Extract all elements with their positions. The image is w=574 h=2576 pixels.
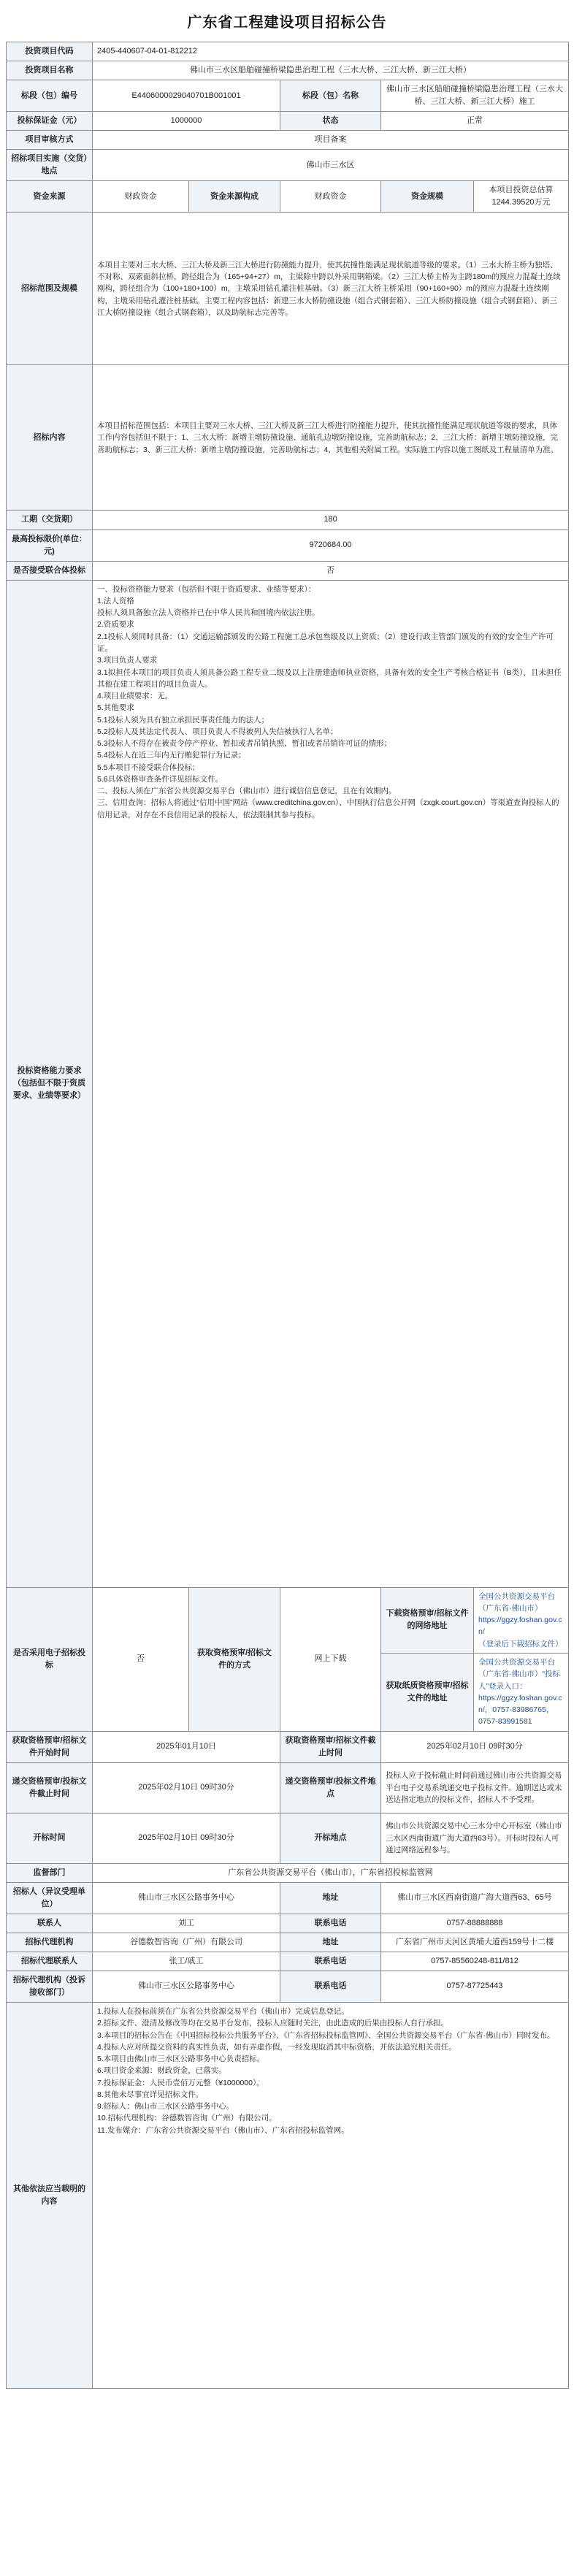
label-get-end: 获取资格预审/招标文件截止时间	[280, 1731, 381, 1762]
row-fund	[7, 181, 569, 213]
row-open	[7, 1813, 569, 1863]
row-section-no	[7, 80, 569, 112]
row-agency	[7, 1933, 569, 1952]
label-section-name: 标段（包）名称	[280, 80, 381, 112]
label-e-bid: 是否采用电子招标投标	[7, 1587, 93, 1731]
value-section-no: E4406000029040701B001001	[93, 80, 280, 112]
page-title: 广东省工程建设项目招标公告	[187, 15, 387, 31]
value-fund-scale: 本项目投资总估算1244.39520万元	[474, 181, 569, 213]
label-section-no: 标段（包）编号	[7, 80, 93, 112]
row-duration	[7, 511, 569, 530]
value-get-end: 2025年02月10日 09时30分	[381, 1731, 569, 1762]
value-project-name: 佛山市三水区船舶碰撞桥梁隐患治理工程（三水大桥、三江大桥、新三江大桥）	[93, 61, 569, 80]
row-location	[7, 150, 569, 181]
value-joint-bid: 否	[93, 561, 569, 580]
label-deposit: 投标保证金（元）	[7, 112, 93, 131]
value-agency-unit: 佛山市三水区公路事务中心	[93, 1971, 280, 2002]
row-bid-scope	[7, 213, 569, 365]
value-contact: 刘工	[93, 1914, 280, 1933]
value-e-bid: 否	[93, 1587, 189, 1731]
value-supervisor: 广东省公共资源交易平台（佛山市），广东省招投标监管网	[93, 1863, 569, 1882]
label-fund-source: 资金来源	[7, 181, 93, 213]
row-submit	[7, 1762, 569, 1813]
label-status: 状态	[280, 112, 381, 131]
value-get-start: 2025年01月10日	[93, 1731, 280, 1762]
label-agency-addr: 地址	[280, 1933, 381, 1952]
value-agency-contact: 张工/戚工	[93, 1952, 280, 1971]
label-open-place: 开标地点	[280, 1813, 381, 1863]
label-agency-unit-phone: 联系电话	[280, 1971, 381, 2002]
value-bid-scope: 本项目主要对三水大桥、三江大桥及新三江大桥进行防撞能力提升，使其抗撞性能满足现状航道等级的要求。（1）三水大桥主桥为独塔、不对称、双索面斜拉桥，跨径组合为（165+94+27）m，主梁除中跨以外采用钢箱梁。（2）三江大桥主桥为主跨180m的预应力混凝土连续刚构，跨径组合为（100+180+100）m，主墩采用钻孔灌注桩基础。（3）新三江大桥主桥采用（90+160+90）m的预应力混凝土连续刚构，主墩采用钻孔灌注桩基础。主要工程内容包括：新建三水大桥防撞设施（组合式钢套箱）、三江大桥防撞设施（组合式钢套箱）、新三江大桥防撞设施（组合式钢套箱），以及助航标志完善等。	[93, 213, 569, 365]
label-agency-contact: 招标代理联系人	[7, 1952, 93, 1971]
value-agency-addr: 广东省广州市天河区黄埔大道西159号十二楼	[381, 1933, 569, 1952]
row-agency-unit	[7, 1971, 569, 2002]
row-qualification	[7, 580, 569, 1587]
label-agency-unit: 招标代理机构（投诉接收部门）	[7, 1971, 93, 2002]
label-approval-method: 项目审核方式	[7, 131, 93, 150]
value-download-pass-link[interactable]: 全国公共资源交易平台（广东省·佛山市）“投标人”登录入口：https://ggzy.foshan.gov.cn/，0757-83986765，0757-83991581	[474, 1653, 569, 1731]
label-agency: 招标代理机构	[7, 1933, 93, 1952]
label-get-start: 获取资格预审/招标文件开始时间	[7, 1731, 93, 1762]
row-supervisor	[7, 1863, 569, 1882]
label-contact: 联系人	[7, 1914, 93, 1933]
row-joint-bid	[7, 561, 569, 580]
row-other	[7, 2003, 569, 2389]
label-submit-end: 递交资格预审/投标文件截止时间	[7, 1762, 93, 1813]
notice-page	[6, 0, 568, 2389]
label-duration: 工期（交货期）	[7, 511, 93, 530]
row-project-name	[7, 61, 569, 80]
value-bid-content: 本项目招标范围包括：本项目主要对三水大桥、三江大桥及新三江大桥进行防撞能力提升，使其抗撞性能满足现状航道等级的要求，具体工作内容包括但不限于：1、三水大桥：新增主墩防撞设施、通航孔边墩防撞设施，完善助航标志；2、三江大桥：新增主墩防撞设施，完善助航标志；3、新三江大桥：新增主墩防撞设施，完善助航标志；4、其他相关附属工程。实际施工内容以施工图纸及工程量清单为准。	[93, 365, 569, 511]
label-agency-phone: 联系电话	[280, 1952, 381, 1971]
label-supervisor: 监督部门	[7, 1863, 93, 1882]
label-other: 其他依法应当载明的内容	[7, 2003, 93, 2389]
row-agency-contact	[7, 1952, 569, 1971]
label-open-time: 开标时间	[7, 1813, 93, 1863]
label-get-method: 获取资格预审/招标文件的方式	[189, 1587, 280, 1731]
row-project-code	[7, 42, 569, 61]
row-get-time	[7, 1731, 569, 1762]
label-download-addr: 下载资格预审/招标文件的网络地址	[381, 1587, 474, 1653]
label-tenderer: 招标人（异议受理单位）	[7, 1882, 93, 1914]
value-status: 正常	[381, 112, 569, 131]
row-bid-content	[7, 365, 569, 511]
row-max-price	[7, 530, 569, 561]
value-tenderer: 佛山市三水区公路事务中心	[93, 1882, 280, 1914]
label-phone: 联系电话	[280, 1914, 381, 1933]
value-download-addr-link[interactable]: 全国公共资源交易平台（广东省·佛山市）https://ggzy.foshan.gov.cn/ （登录后下载招标文件）	[474, 1587, 569, 1653]
value-phone: 0757-88888888	[381, 1914, 569, 1933]
value-agency: 谷德数智咨询（广州）有限公司	[93, 1933, 280, 1952]
label-joint-bid: 是否接受联合体投标	[7, 561, 93, 580]
value-approval-method: 项目备案	[93, 131, 569, 150]
value-section-name: 佛山市三水区船舶碰撞桥梁隐患治理工程（三水大桥、三江大桥、新三江大桥）施工	[381, 80, 569, 112]
value-agency-unit-phone: 0757-87725443	[381, 1971, 569, 2002]
label-bid-content: 招标内容	[7, 365, 93, 511]
row-tenderer	[7, 1882, 569, 1914]
label-project-code: 投资项目代码	[7, 42, 93, 61]
value-submit-place: 投标人应于投标截止时间前通过佛山市公共资源交易平台电子交易系统递交电子投标文件。逾期送达或未送达指定地点的投标文件，招标人不予受理。	[381, 1762, 569, 1813]
value-project-code: 2405-440607-04-01-812212	[93, 42, 569, 61]
label-project-name: 投资项目名称	[7, 61, 93, 80]
value-fund-source-detail: 财政资金	[280, 181, 381, 213]
label-fund-total: 资金规模	[381, 181, 474, 213]
value-other: 1.投标人在投标前须在广东省公共资源交易平台（佛山市）完成信息登记。 2.招标文件、澄清及修改等均在交易平台发布，投标人应随时关注，由此造成的后果由投标人自行承担。 3.本项目的招标公告在《中国招标投标公共服务平台》、《广东省招标投标监管网》、全国公共资源交易平台（广东省·佛山市）同时发布。 4.投标人应对所提交资料的真实性负责，如有弄虚作假，一经发现取消其中标资格，并依法追究相关责任。 5.本项目由佛山市三水区公路事务中心负责招标。 6.项目资金来源：财政资金，已落实。 7.投标保证金：人民币壹佰万元整（¥1000000）。 8.其他未尽事宜详见招标文件。 9.招标人：佛山市三水区公路事务中心。 10.招标代理机构：谷德数智咨询（广州）有限公司。 11.发布媒介：广东省公共资源交易平台（佛山市）、广东省招投标监管网。	[93, 2003, 569, 2389]
value-deposit: 1000000	[93, 112, 280, 131]
label-download-pass: 获取纸质资格预审/招标文件的地址	[381, 1653, 474, 1731]
value-get-method: 网上下载	[280, 1587, 381, 1731]
row-approval	[7, 131, 569, 150]
value-open-time: 2025年02月10日 09时30分	[93, 1813, 280, 1863]
value-submit-end: 2025年02月10日 09时30分	[93, 1762, 280, 1813]
value-max-price: 9720684.00	[93, 530, 569, 561]
value-duration: 180	[93, 511, 569, 530]
label-submit-place: 递交资格预审/投标文件地点	[280, 1762, 381, 1813]
label-location: 招标项目实施（交货）地点	[7, 150, 93, 181]
value-fund-source: 财政资金	[93, 181, 189, 213]
row-e-bid	[7, 1587, 569, 1653]
value-tenderer-addr: 佛山市三水区西南街道广海大道西63、65号	[381, 1882, 569, 1914]
label-qualification: 投标资格能力要求（包括但不限于资质要求、业绩等要求）	[7, 580, 93, 1587]
label-bid-scope: 招标范围及规模	[7, 213, 93, 365]
label-tenderer-addr: 地址	[280, 1882, 381, 1914]
value-location: 佛山市三水区	[93, 150, 569, 181]
notice-table	[6, 42, 569, 2389]
value-agency-phone: 0757-85560248-811/812	[381, 1952, 569, 1971]
row-contact	[7, 1914, 569, 1933]
row-deposit	[7, 112, 569, 131]
value-qualification: 一、投标资格能力要求（包括但不限于资质要求、业绩等要求）： 1.法人资格 投标人须具备独立法人资格并已在中华人民共和国境内依法注册。 2.资质要求 2.1投标人须同时具备：（1）交通运输部颁发的公路工程施工总承包叁级及以上资质；（2）建设行政主管部门颁发的有效的安全生产许可证。 3.项目负责人要求 3.1拟担任本项目的项目负责人须具备公路工程专业二级及以上注册建造师执业资格，具备有效的安全生产考核合格证书（B类），且未担任其他在建工程项目的项目负责人。 4.项目业绩要求：无。 5.其他要求 5.1投标人须为具有独立承担民事责任能力的法人； 5.2投标人及其法定代表人、项目负责人不得被列入失信被执行人名单； 5.3投标人不得存在被责令停产停业、暂扣或者吊销执照、暂扣或者吊销许可证的情形； 5.4投标人在近三年内无行贿犯罪行为记录； 5.5本项目不接受联合体投标； 5.6具体资格审查条件详见招标文件。 二、投标人须在广东省公共资源交易平台（佛山市）进行诚信信息登记，且在有效期内。 三、信用查询：招标人将通过“信用中国”网站（www.creditchina.gov.cn）、中国执行信息公开网（zxgk.court.gov.cn）等渠道查询投标人的信用记录，对存在不良信用记录的投标人，依法限制其参与投标。	[93, 580, 569, 1587]
label-max-price: 最高投标限价(单位：元)	[7, 530, 93, 561]
label-fund-scale: 资金来源构成	[189, 181, 280, 213]
value-open-place: 佛山市公共资源交易中心三水分中心开标室（佛山市三水区西南街道广海大道西63号）。开标时投标人可通过网络远程参与。	[381, 1813, 569, 1863]
